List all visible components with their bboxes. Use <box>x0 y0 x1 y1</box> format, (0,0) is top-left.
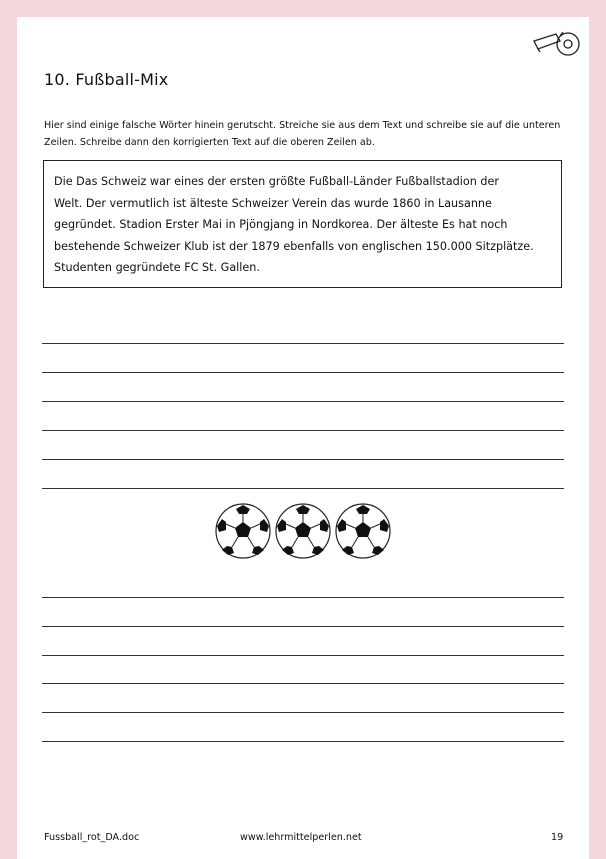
writing-line[interactable] <box>42 459 564 460</box>
text-line: Die Das Schweiz war eines der ersten größte Fußball-Länder Fußballstadion der <box>54 175 499 188</box>
footer-page-number: 19 <box>551 832 564 843</box>
writing-line[interactable] <box>42 401 564 402</box>
writing-line[interactable] <box>42 597 564 598</box>
soccer-ball-icon <box>216 504 270 558</box>
writing-line[interactable] <box>42 712 564 713</box>
soccer-ball-icon <box>336 504 390 558</box>
writing-line[interactable] <box>42 626 564 627</box>
instructions-text: Hier sind einige falsche Wörter hinein gerutscht. Streiche sie aus dem Text und schreibe sie auf die unteren Zeilen. Schreibe dann den korrigierten Text auf die oberen Zeilen ab. <box>44 120 561 148</box>
writing-line[interactable] <box>42 683 564 684</box>
whistle-icon <box>530 27 582 59</box>
writing-line[interactable] <box>42 430 564 431</box>
exercise-title: 10. Fußball-Mix <box>44 70 169 89</box>
soccer-balls-illustration <box>214 502 392 560</box>
exercise-text-box <box>43 160 562 288</box>
writing-line[interactable] <box>42 488 564 489</box>
writing-line[interactable] <box>42 655 564 656</box>
text-line: bestehende Schweizer Klub ist der 1879 ebenfalls von englischen 150.000 Sitzplätze. <box>54 239 534 253</box>
writing-line[interactable] <box>42 372 564 373</box>
text-line: Welt. Der vermutlich ist älteste Schweizer Verein das wurde 1860 in Lausanne <box>54 196 492 210</box>
text-line: Studenten gegründete FC St. Gallen. <box>54 261 260 275</box>
footer-filename: Fussball_rot_DA.doc <box>44 832 140 843</box>
soccer-ball-icon <box>276 504 330 558</box>
worksheet-page <box>17 17 589 859</box>
writing-line[interactable] <box>42 741 564 742</box>
footer-website: www.lehrmittelperlen.net <box>240 832 362 843</box>
writing-line[interactable] <box>42 343 564 344</box>
text-line: gegründet. Stadion Erster Mai in Pjöngjang in Nordkorea. Der älteste Es hat noch <box>54 218 508 232</box>
